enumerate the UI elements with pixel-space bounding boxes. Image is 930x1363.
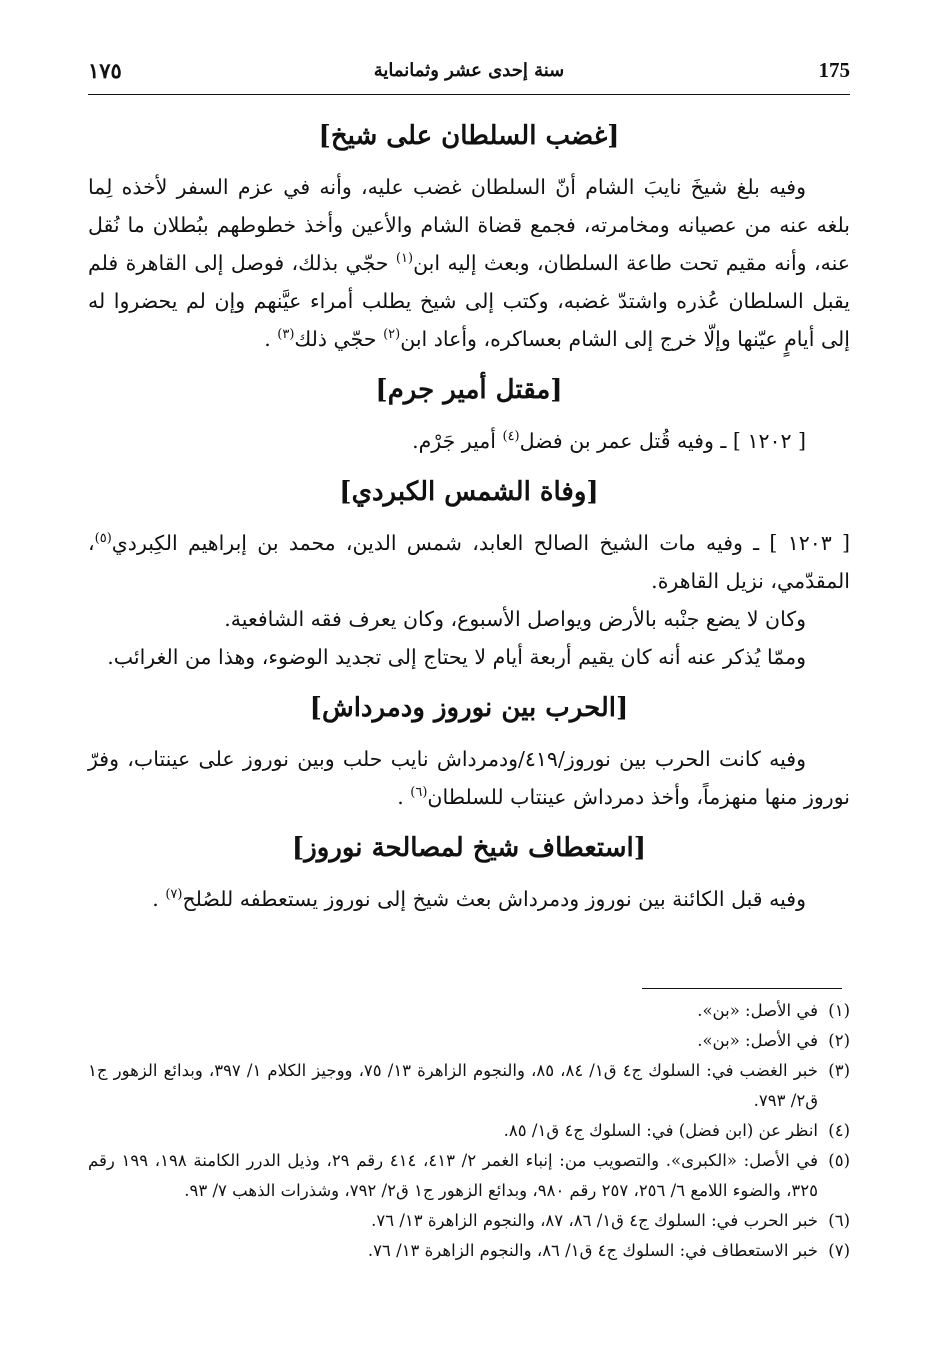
text-run: حجّي ذلك	[294, 327, 384, 351]
footnote-ref: (٧)	[165, 887, 183, 903]
footnote	[88, 1056, 850, 1116]
running-title: سنة إحدى عشر وثمانماية	[373, 60, 565, 81]
footnote-text: خبر الغضب في: السلوك ج٤ ق١/ ٨٤، ٨٥، والنجوم الزاهرة ١٣/ ٧٥، ووجيز الكلام ١/ ٣٩٧، وبدائع الزهور ج١ ق٢/ ٧٩٣.	[88, 1061, 818, 1110]
text-run: .	[397, 785, 411, 809]
footnote-ref: (١)	[395, 251, 414, 267]
text-run: ، المقدّمي، نزيل القاهرة.	[88, 531, 850, 593]
footnote-text: في الأصل: «الكبرى». والتصويب من: إنباء الغمر ٢/ ٤١٣، ٤١٤ رقم ٢٩، وذيل الدرر الكامنة ١٩٨، ١٩٩ رقم ٣٢٥، والضوء اللامع ٦/ ٢٥٦، ٢٥٧ رقم ٩٨٠، وبدائع الزهور ج١ ق٢/ ٧٩٢، وشذرات الذهب ٧/ ٩٣.	[88, 1151, 818, 1200]
text-run: [ ١٢٠٣ ] ـ وفيه مات الشيخ الصالح العابد، شمس الدين، محمد بن إبراهيم الكِبردي	[111, 531, 850, 555]
footnote	[88, 1026, 850, 1056]
footnote	[88, 1116, 850, 1146]
footnote-text: في الأصل: «بن».	[697, 1031, 818, 1050]
page-header	[88, 58, 850, 92]
footnote-number: (٤)	[828, 1121, 850, 1140]
footnotes	[88, 996, 850, 1266]
footnote-number: (٣)	[828, 1061, 850, 1080]
paragraph	[88, 422, 850, 460]
text-run: وكان لا يضع جنْبه بالأرض ويواصل الأسبوع، وكان يعرف فقه الشافعية.	[224, 607, 806, 631]
section-heading: [غضب السلطان على شيخ]	[318, 121, 620, 151]
main-text	[88, 112, 850, 918]
footnote-number: (٧)	[828, 1241, 850, 1260]
text-run: أمير جَرْم.	[412, 429, 503, 453]
footnote-ref: (٦)	[410, 785, 428, 801]
page-number-latin: 175	[818, 58, 850, 82]
text-run: وفيه كانت الحرب بين نوروز/٤١٩/ودمرداش نايب حلب وبين نوروز على عينتاب، وفرّ نوروز منها منهزماً، وأخذ دمرداش عينتاب للسلطان	[88, 747, 850, 809]
text-run: وفيه قبل الكائنة بين نوروز ودمرداش بعث شيخ إلى نوروز يستعطفه للصُلح	[182, 887, 806, 911]
section-gap	[88, 816, 850, 824]
footnote-text: خبر الاستعطاف في: السلوك ج٤ ق١/ ٨٦، والنجوم الزاهرة ١٣/ ٧٦.	[367, 1241, 818, 1260]
footnote	[88, 1236, 850, 1266]
footnote-ref: (٥)	[94, 531, 112, 547]
footnote-separator	[642, 988, 842, 989]
paragraph	[88, 524, 850, 600]
footnote	[88, 996, 850, 1026]
text-run: وفيه بلغ شيخَ نايبَ الشام أنّ السلطان غضب عليه، وأنه في عزم السفر لأخذه لِما بلغه عنه من عصيانه ومخامرته، فجمع قضاة الشام والأعين وأخذ خطوطهم ببُطلان ما نُقل عنه، وأنه مقيم تحت طاعة السلطان، وبعث إليه ابن	[88, 175, 850, 275]
header-rule	[88, 94, 850, 95]
text-run: .	[152, 887, 166, 911]
text-run: [ ١٢٠٢ ] ـ وفيه قُتل عمر بن فضل	[519, 429, 806, 453]
footnote-number: (١)	[828, 1001, 850, 1020]
paragraph	[88, 638, 850, 676]
text-run: حجّي بذلك، فوصل إلى القاهرة فلم يقبل السلطان عُذره واشتدّ غضبه، وكتب إلى شيخ يطلب أمراء عيَّنهم وإن لم يحضروا له إلى أيامٍ عيّنها وإلّا خرج إلى الشام بعساكره، وأعاد ابن	[88, 251, 850, 351]
footnote-text: في الأصل: «بن».	[697, 1001, 818, 1020]
footnote-ref: (٤)	[502, 429, 520, 445]
section-gap	[88, 358, 850, 366]
section-heading: [استعطاف شيخ لمصالحة نوروز]	[291, 833, 647, 863]
section-heading: [الحرب بين نوروز ودمرداش]	[309, 693, 629, 723]
footnote	[88, 1146, 850, 1206]
footnote-number: (٢)	[828, 1031, 850, 1050]
footnote-ref: (٣)	[277, 327, 295, 343]
section-heading: [مقتل أمير جرم]	[375, 375, 563, 405]
page-number-arabic: ١٧٥	[88, 58, 122, 83]
text-run: وممّا يُذكر عنه أنه كان يقيم أربعة أيام لا يحتاج إلى تجديد الوضوء، وهذا من الغرائب.	[107, 645, 806, 669]
text-run: .	[264, 327, 278, 351]
paragraph	[88, 168, 850, 358]
footnote-text: انظر عن (ابن فضل) في: السلوك ج٤ ق١/ ٨٥.	[503, 1121, 818, 1140]
paragraph	[88, 740, 850, 816]
section-gap	[88, 676, 850, 684]
section-heading: [وفاة الشمس الكبردي]	[339, 477, 599, 507]
footnote-text: خبر الحرب في: السلوك ج٤ ق١/ ٨٦، ٨٧، والنجوم الزاهرة ١٣/ ٧٦.	[371, 1211, 818, 1230]
footnote	[88, 1206, 850, 1236]
paragraph	[88, 880, 850, 918]
footnote-number: (٦)	[828, 1211, 850, 1230]
footnote-number: (٥)	[828, 1151, 850, 1170]
paragraph	[88, 600, 850, 638]
section-gap	[88, 460, 850, 468]
footnote-ref: (٢)	[383, 327, 401, 343]
